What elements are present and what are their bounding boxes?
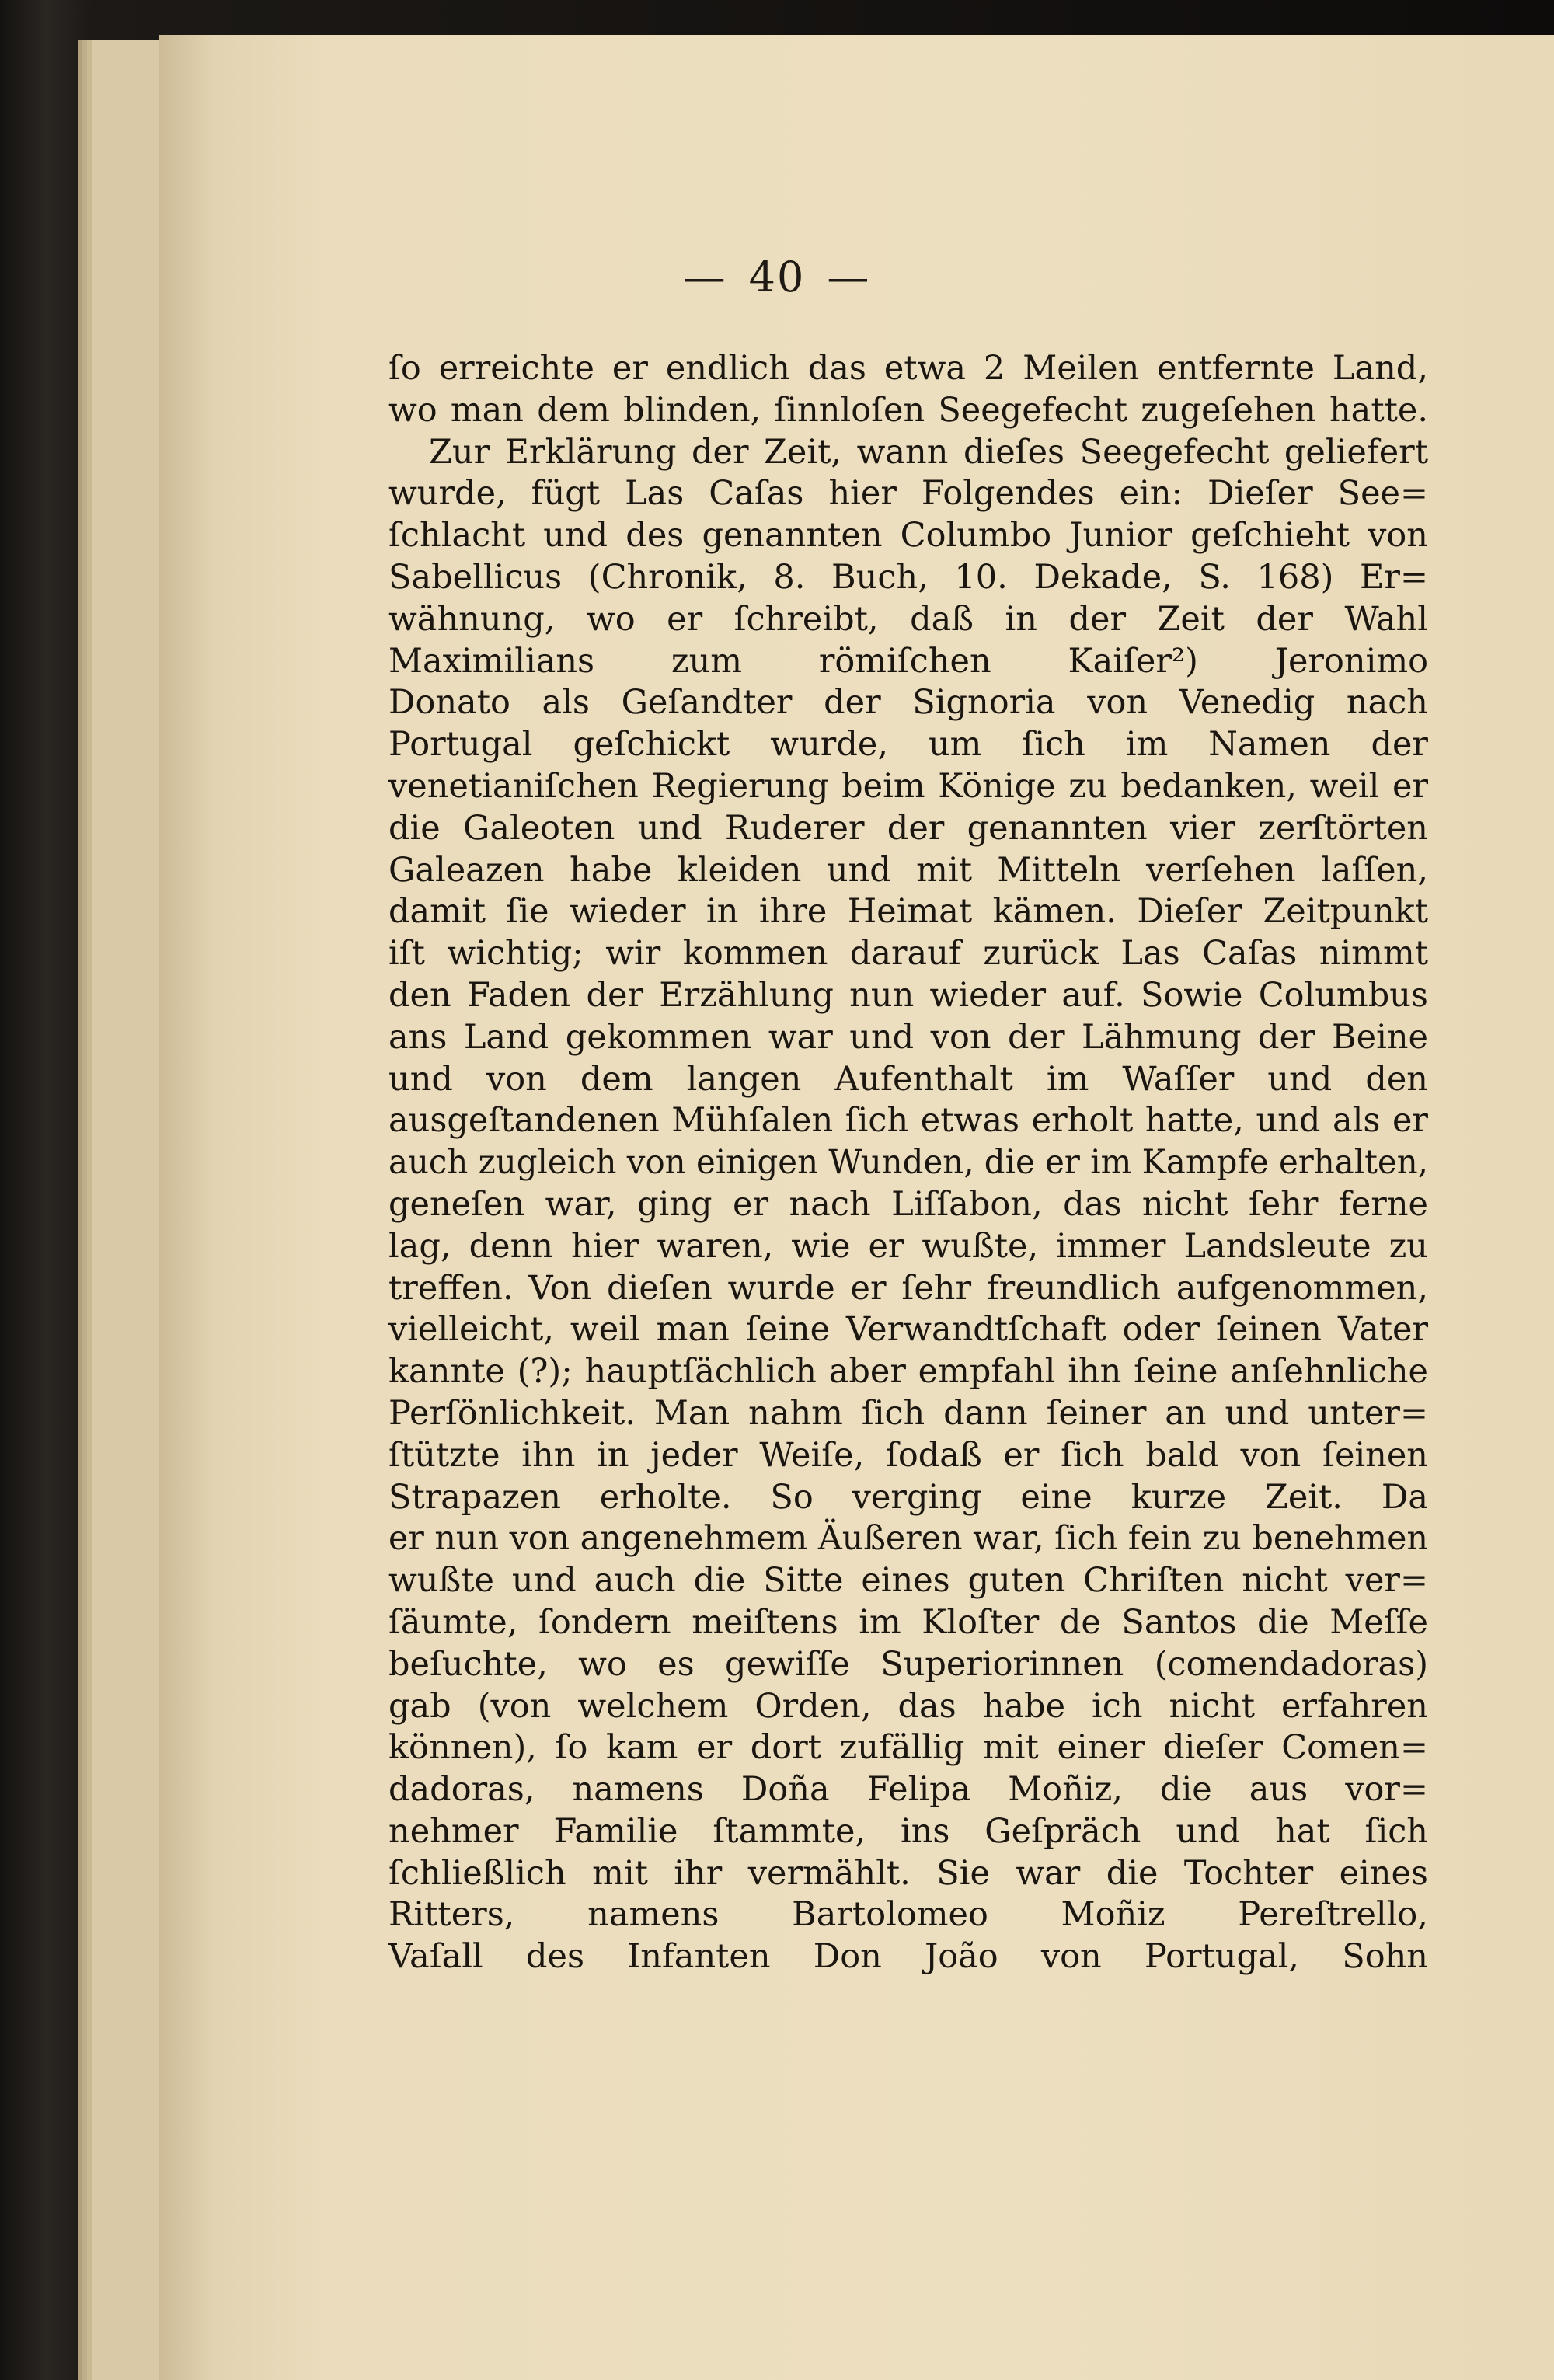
text-line: wußte und auch die Sitte eines guten Chriſten nicht ver=	[388, 1561, 1428, 1601]
text-line: dadoras, namens Doña Felipa Moñiz, die aus vor=	[388, 1770, 1428, 1810]
page-number-value: 40	[748, 253, 806, 301]
text-line: Sabellicus (Chronik, 8. Buch, 10. Dekade, S. 168) Er=	[388, 557, 1428, 597]
text-line: und von dem langen Aufenthalt im Waſſer und den	[388, 1059, 1428, 1099]
text-line: Ritters, namens Bartolomeo Moñiz Pereſtrello,	[388, 1895, 1428, 1935]
text-line: vielleicht, weil man ſeine Verwandtſchaft oder ſeinen Vater	[388, 1310, 1428, 1350]
body-text	[388, 348, 1428, 2182]
text-line: die Galeoten und Ruderer der genannten vier zerſtörten	[388, 808, 1428, 848]
text-line: auch zugleich von einigen Wunden, die er im Kampfe erhalten,	[388, 1143, 1428, 1183]
text-line: beſuchte, wo es gewiſſe Superiorinnen (comendadoras)	[388, 1644, 1428, 1684]
text-line: ans Land gekommen war und von der Lähmung der Beine	[388, 1017, 1428, 1057]
text-line: ſäumte, ſondern meiſtens im Kloſter de Santos die Meſſe	[388, 1602, 1428, 1642]
text-line: treffen. Von dieſen wurde er ſehr freundlich aufgenommen,	[388, 1268, 1428, 1308]
text-line: ſtützte ihn in jeder Weiſe, ſodaß er ſich bald von ſeinen	[388, 1435, 1428, 1475]
text-line: ſchließlich mit ihr vermählt. Sie war die Tochter eines	[388, 1853, 1428, 1893]
text-line: iſt wichtig; wir kommen darauf zurück Las Caſas nimmt	[388, 934, 1428, 974]
text-line: ſo erreichte er endlich das etwa 2 Meilen entfernte Land,	[388, 349, 1428, 388]
text-line: können), ſo kam er dort zufällig mit einer dieſer Comen=	[388, 1728, 1428, 1768]
text-line: Portugal geſchickt wurde, um ſich im Namen der	[388, 725, 1428, 765]
text-line: wähnung, wo er ſchreibt, daß in der Zeit der Wahl	[388, 599, 1428, 639]
text-line: ausgeſtandenen Mühſalen ſich etwas erholt hatte, und als er	[388, 1101, 1428, 1141]
text-line: Maximilians zum römiſchen Kaiſer²) Jeronimo	[388, 641, 1428, 681]
page-number-dash-left: —	[683, 253, 727, 301]
text-line: den Faden der Erzählung nun wieder auf. Sowie Columbus	[388, 975, 1428, 1015]
text-line: kannte (?); hauptſächlich aber empfahl ihn ſeine anſehnliche	[388, 1352, 1428, 1392]
text-line: damit ſie wieder in ihre Heimat kämen. Dieſer Zeitpunkt	[388, 892, 1428, 932]
text-line: Vaſall des Infanten Don João von Portugal, Sohn	[388, 1937, 1428, 1977]
text-line: er nun von angenehmem Äußeren war, ſich fein zu benehmen	[388, 1519, 1428, 1559]
text-line: nehmer Familie ſtammte, ins Geſpräch und hat ſich	[388, 1811, 1428, 1851]
text-line: Galeazen habe kleiden und mit Mitteln verſehen laſſen,	[388, 850, 1428, 890]
text-line: Donato als Geſandter der Signoria von Venedig nach	[388, 683, 1428, 723]
text-line: Perſönlichkeit. Man nahm ſich dann ſeiner an und unter=	[388, 1393, 1428, 1433]
text-line: wurde, fügt Las Caſas hier Folgendes ein: Dieſer See=	[388, 474, 1428, 514]
page-number-dash-right: —	[827, 253, 871, 301]
text-line: ſchlacht und des genannten Columbo Junior geſchieht von	[388, 516, 1428, 556]
text-line: wo man dem blinden, ſinnloſen Seegefecht zugeſehen hatte.	[388, 390, 1428, 430]
text-line: lag, denn hier waren, wie er wußte, immer Landsleute zu	[388, 1226, 1428, 1266]
text-line: geneſen war, ging er nach Liſſabon, das nicht ſehr ferne	[388, 1184, 1428, 1224]
text-line: gab (von welchem Orden, das habe ich nicht erfahren	[388, 1686, 1428, 1726]
page-number	[0, 253, 1554, 301]
text-line: venetianiſchen Regierung beim Könige zu bedanken, weil er	[388, 766, 1428, 806]
text-line: Strapazen erholte. So verging eine kurze Zeit. Da	[388, 1477, 1428, 1517]
text-line: Zur Erklärung der Zeit, wann dieſes Seegefecht geliefert	[429, 432, 1428, 472]
